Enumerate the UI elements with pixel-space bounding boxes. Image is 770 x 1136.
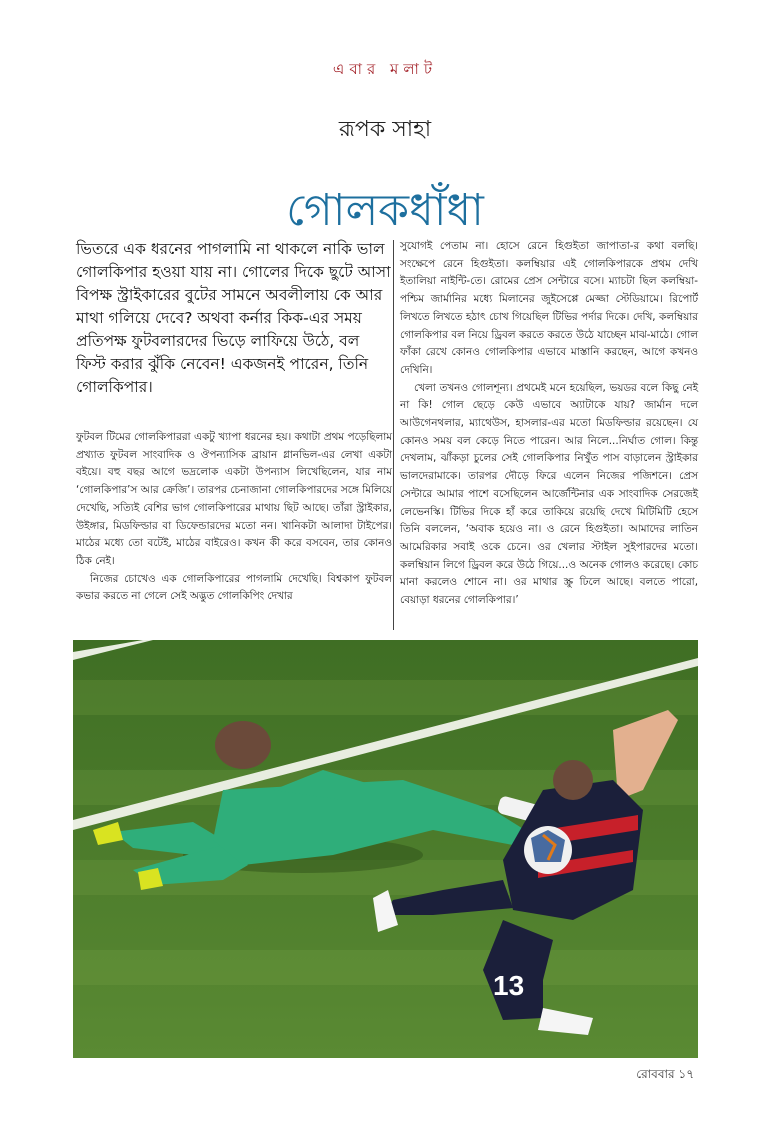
article-column-right	[400, 238, 698, 610]
body-paragraph: খেলা তখনও গোলশূন্য। প্রথমেই মনে হয়েছিল, ভয়ডর বলে কিছু নেই না কি! গোল ছেড়ে কেউ এভাবে অ্যাটাকে যায়? জার্মান দলে আউগেনথলার, ম্যাথেউস, হাসলার-এর মতো মিডফিল্ডার রয়েছেন। যে কোনও সময় বল কেড়ে নিতে পারেন। আর নিলে...নির্ঘাত গোল। কিন্তু দেখলাম, ঝাঁকড়া চুলের সেই গোলকিপার নিখুঁত পাস বাড়ালেন স্ট্রাইকার ভালদেরামাকে। তারপর দৌড়ে ফিরে এলেন নিজের পজিশনে। প্রেস সেন্টারে আমার পাশে বসেছিলেন আর্জেন্টিনার এক সাংবাদিক সেরজেই লেভেনস্কি। টিভির দিকে হাঁ করে তাকিয়ে রয়েছি দেখে মিটিমিটি হেসে তিনি বললেন, ‘অবাক হয়েও না। ও রেনে হিগুইতা। আমাদের লাতিন আমেরিকার সবাই ওকে চেনে। ওর খেলার স্টাইল সুইপারদের মতো। কলম্বিয়ান লিগে ড্রিবল করে উঠে গিয়ে...ও অনেক গোলও করেছে। কোচ মানা করলেও শোনে না। ওর মাথার স্ক্রু ঢিলে আছে। বলতে পারো, বেয়াড়া ধরনের গোলকিপার।’	[400, 381, 698, 607]
article-lede: ভিতরে এক ধরনের পাগলামি না থাকলে নাকি ভাল গোলকিপার হওয়া যায় না। গোলের দিকে ছুটে আসা বিপক্ষ স্ট্রাইকারের বুটের সামনে অবলীলায় কে আর মাথা গলিয়ে দেবে? অথবা কর্নার কিক-এর সময় প্রতিপক্ষ ফুটবলারদের ভিড়ে লাফিয়ে উঠে, বল ফিস্ট করার ঝুঁকি নেবেন! একজনই পারেন, তিনি গোলকিপার।	[76, 240, 391, 396]
column-divider	[393, 240, 394, 630]
page-folio: রোববার ১৭	[636, 1067, 694, 1081]
football	[524, 826, 572, 874]
match-photo	[73, 640, 698, 1058]
section-tag: এবার মলাট	[332, 60, 438, 78]
author-byline: রূপক সাহা	[338, 117, 432, 142]
svg-text:13: 13	[493, 970, 525, 1001]
body-paragraph: ফুটবল টিমের গোলকিপাররা একটু খ্যাপা ধরনের হয়। কথাটা প্রথম পড়েছিলাম প্রখ্যাত ফুটবল সাংবাদিক ও ঔপন্যাসিক ব্রায়ান গ্লানভিল-এর লেখা একটা বইয়ে। বহু বছর আগে ভদ্রলোক একটা উপন্যাস লিখেছিলেন, যার নাম ‘গোলকিপার’স আর ক্রেজি’। তারপর চেনাজানা গোলকিপারদের সঙ্গে মিলিয়ে দেখেছি, সত্যিই বেশির ভাগ গোলকিপারের মাথায় ছিট আছে। তাঁরা স্ট্রাইকার, উইঙ্গার, মিডফিল্ডার বা ডিফেন্ডারদের মতো নন। খানিকটা আলাদা টাইপের। মাঠের মধ্যে তো বটেই, মাঠের বাইরেও। কখন কী করে বসবেন, তার কোনও ঠিক নেই।	[76, 431, 392, 567]
goalkeeper-save-illustration	[73, 640, 698, 1058]
body-paragraph: সুযোগই পেতাম না। হোসে রেনে হিগুইতা জাপাতা-র কথা বলছি। সংক্ষেপে রেনে হিগুইতা। কলম্বিয়ার এই গোলকিপারকে প্রথম দেখি ইতালিয়া নাইন্টি-তে। রোমের প্রেস সেন্টারে বসে। ম্যাচটা ছিল কলম্বিয়া-পশ্চিম জার্মানির মধ্যে মিলানের জুইসেপ্পে মেজ্জা স্টেডিয়ামে। রিপোর্ট লিখতে লিখতে হঠাৎ চোখ গিয়েছিল টিভির পর্দার দিকে। দেখি, কলম্বিয়ার গোলকিপার বল নিয়ে ড্রিবল করতে করতে উঠে যাচ্ছেন মাঝ-মাঠে। গোল ফাঁকা রেখে কোনও গোলকিপার এভাবে মাস্তানি করছেন, আগে কখনও দেখিনি।	[400, 240, 698, 376]
article-headline: গোলকধাঁধা	[286, 185, 484, 237]
body-paragraph: নিজের চোখেও এক গোলকিপারের পাগলামি দেখেছি। বিশ্বকাপ ফুটবল কভার করতে না গেলে সেই অদ্ভুত গোলকিপিং দেখার	[76, 572, 392, 603]
article-column-left	[76, 238, 392, 606]
article-body-left	[76, 429, 392, 606]
